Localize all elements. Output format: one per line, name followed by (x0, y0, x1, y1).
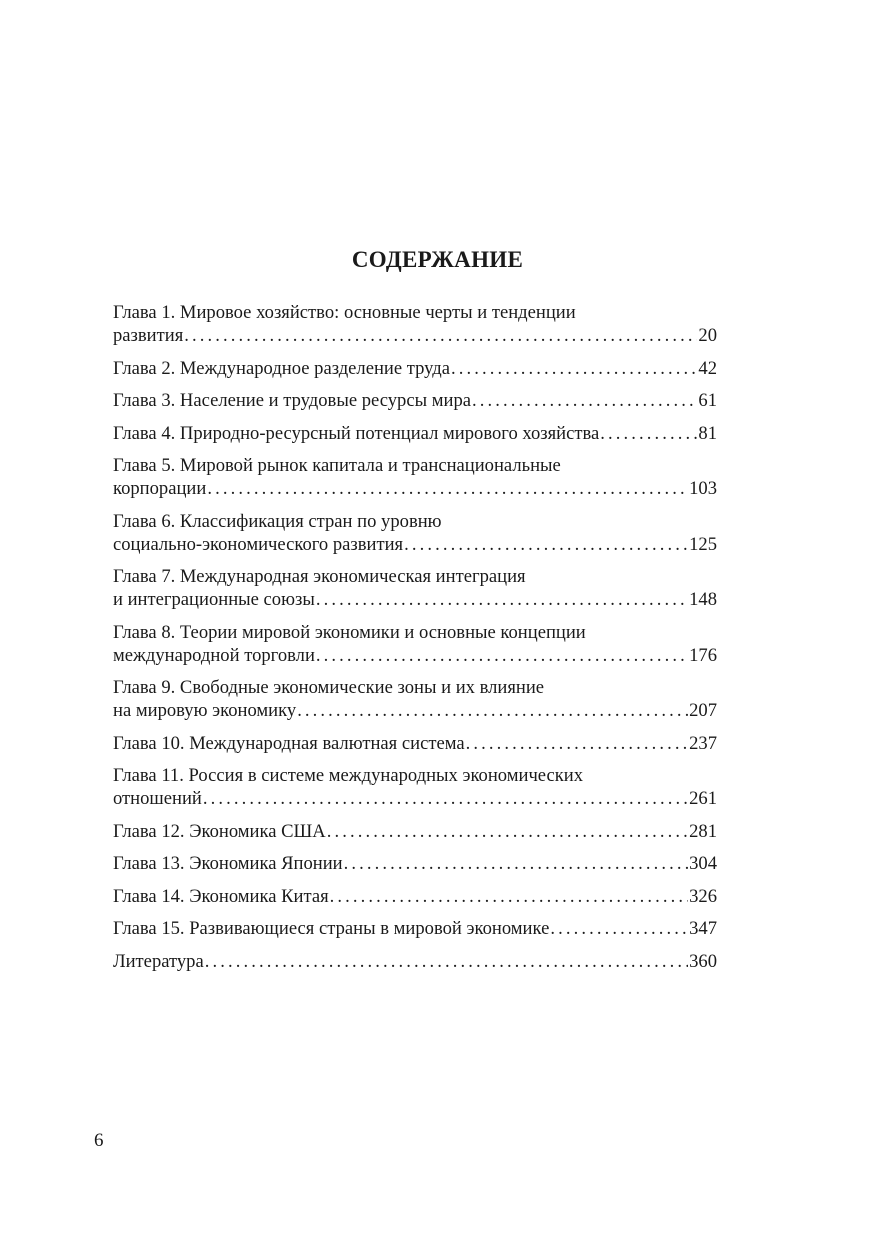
toc-entry-line: Глава 5. Мировой рынок капитала и транснациональные (113, 455, 561, 476)
toc-entry-text: отношений (113, 788, 202, 809)
toc-entry-text: развития (113, 325, 184, 346)
dot-leader (203, 787, 688, 810)
toc-entry-last-line (113, 820, 717, 843)
toc-entry-last-line (113, 699, 717, 722)
toc-entry-text: Глава 3. Население и трудовые ресурсы мира (113, 390, 471, 411)
toc-entry (113, 510, 717, 556)
toc-entry-page: 125 (689, 533, 717, 555)
toc-entry (113, 301, 717, 347)
toc-entry-line: Глава 9. Свободные экономические зоны и их влияние (113, 677, 545, 698)
toc-entry-text: Литература (113, 950, 204, 972)
toc-entry-text: на мировую экономику (113, 700, 297, 721)
toc-entry (113, 917, 717, 940)
toc-entry (113, 885, 717, 908)
toc-entry-last-line (113, 787, 717, 810)
toc-entry-page: 347 (689, 918, 717, 939)
toc-title: СОДЕРЖАНИЕ (351, 247, 524, 272)
toc-entry-last-line (113, 324, 717, 347)
table-of-contents (113, 301, 717, 982)
toc-entry-line: Глава 6. Классификация стран по уровню (113, 510, 442, 532)
toc-entry-last-line (113, 885, 717, 908)
dot-leader (330, 885, 688, 908)
toc-entry-text: Глава 4. Природно-ресурсный потенциал мирового хозяйства (113, 422, 600, 444)
toc-entry-text: Глава 12. Экономика США (113, 820, 326, 842)
toc-entry-line: Глава 11. Россия в системе международных экономических (113, 765, 584, 786)
toc-entry-page: 61 (698, 390, 717, 411)
toc-entry-page: 360 (689, 950, 717, 972)
toc-entry-page: 20 (698, 325, 717, 346)
dot-leader (466, 732, 688, 755)
toc-entry-last-line (113, 950, 717, 973)
dot-leader (472, 389, 697, 412)
toc-entry (113, 389, 717, 412)
dot-leader (297, 699, 688, 722)
dot-leader (550, 917, 688, 940)
dot-leader (316, 644, 688, 667)
toc-entry-page: 42 (698, 357, 717, 379)
toc-entry-text: Глава 14. Экономика Китая (113, 885, 329, 907)
dot-leader (327, 820, 688, 843)
toc-entry (113, 565, 717, 611)
toc-entry-page: 103 (689, 478, 717, 499)
toc-entry-last-line (113, 852, 717, 875)
toc-entry (113, 357, 717, 380)
toc-entry-text: Глава 13. Экономика Японии (113, 853, 343, 874)
toc-entry-page: 148 (689, 589, 717, 610)
toc-entry-last-line (113, 422, 717, 445)
toc-entry (113, 820, 717, 843)
toc-entry-line: Глава 8. Теории мировой экономики и основные концепции (113, 621, 586, 643)
toc-entry-last-line (113, 533, 717, 556)
toc-entry (113, 950, 717, 973)
toc-entry-text: международной торговли (113, 644, 315, 666)
dot-leader (600, 422, 697, 445)
dot-leader (316, 588, 688, 611)
toc-entry-page: 176 (689, 644, 717, 666)
toc-entry (113, 621, 717, 667)
toc-entry-page: 237 (689, 732, 717, 754)
toc-entry-text: Глава 15. Развивающиеся страны в мировой экономике (113, 918, 550, 939)
toc-entry-text: Глава 10. Международная валютная система (113, 732, 465, 754)
toc-entry-last-line (113, 732, 717, 755)
dot-leader (344, 852, 688, 875)
toc-entry-text: Глава 2. Международное разделение труда (113, 357, 451, 379)
dot-leader (184, 324, 697, 347)
toc-entry-page: 81 (698, 422, 717, 444)
toc-entry-page: 281 (689, 820, 717, 842)
dot-leader (207, 477, 688, 500)
toc-entry-text: и интеграционные союзы (113, 589, 315, 610)
toc-entry-page: 207 (689, 700, 717, 721)
toc-entry-page: 326 (689, 885, 717, 907)
toc-entry-page: 261 (689, 788, 717, 809)
toc-entry (113, 676, 717, 722)
toc-entry-last-line (113, 389, 717, 412)
page-number: 6 (94, 1130, 104, 1151)
dot-leader (404, 533, 688, 556)
toc-entry (113, 732, 717, 755)
toc-entry (113, 852, 717, 875)
toc-entry-page: 304 (689, 853, 717, 874)
toc-entry-text: социально-экономического развития (113, 533, 404, 555)
toc-entry-line: Глава 1. Мировое хозяйство: основные черты и тенденции (113, 302, 576, 323)
dot-leader (205, 950, 688, 973)
toc-entry-last-line (113, 917, 717, 940)
toc-entry-line: Глава 7. Международная экономическая интеграция (113, 566, 526, 587)
toc-entry-last-line (113, 477, 717, 500)
toc-entry-last-line (113, 357, 717, 380)
dot-leader (451, 357, 697, 380)
toc-entry-text: корпорации (113, 478, 207, 499)
toc-entry-last-line (113, 644, 717, 667)
toc-entry (113, 422, 717, 445)
toc-entry (113, 454, 717, 500)
toc-entry (113, 764, 717, 810)
toc-entry-last-line (113, 588, 717, 611)
